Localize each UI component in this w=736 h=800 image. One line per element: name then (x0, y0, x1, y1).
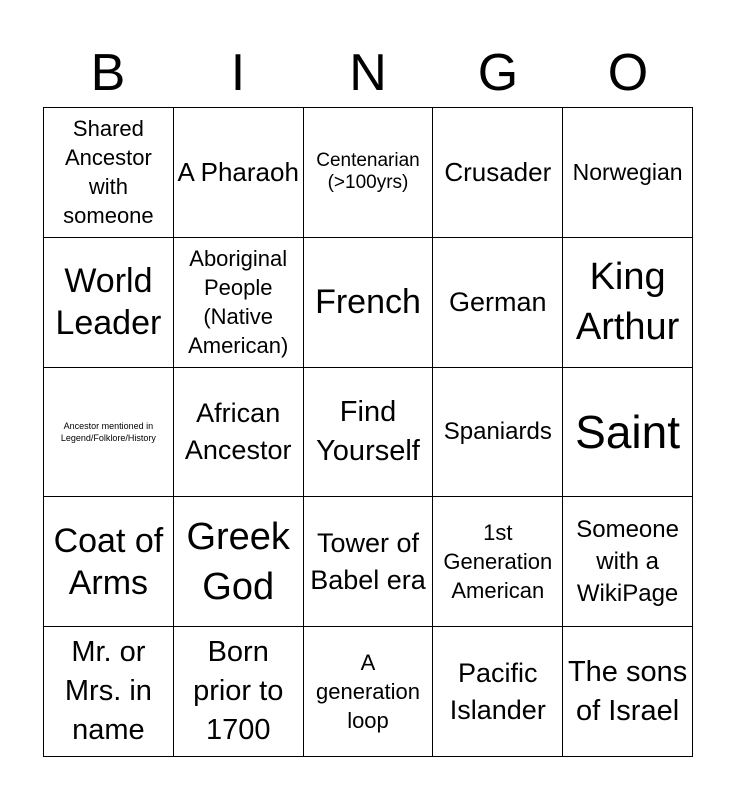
cell-label: Coat of Arms (53, 521, 164, 602)
cell-label: A generation loop (316, 650, 420, 734)
bingo-cell[interactable] (44, 368, 174, 498)
bingo-cell[interactable] (563, 238, 693, 368)
cell-label: The sons of Israel (567, 655, 688, 727)
bingo-cell[interactable] (174, 238, 304, 368)
header-letter-g: G (477, 44, 519, 102)
bingo-cell[interactable] (44, 108, 174, 238)
bingo-cell[interactable] (174, 497, 304, 627)
cell-label: German (449, 286, 547, 317)
bingo-cell[interactable] (174, 368, 304, 498)
cell-label: Find Yourself (316, 395, 420, 467)
bingo-cell[interactable] (304, 238, 434, 368)
bingo-cell[interactable] (44, 497, 174, 627)
cell-label: 1st Generation American (443, 520, 553, 604)
bingo-cell[interactable] (563, 368, 693, 498)
bingo-cell[interactable] (433, 238, 563, 368)
bingo-cell[interactable] (304, 627, 434, 757)
header-letter-b: B (90, 44, 126, 102)
bingo-cell[interactable] (304, 368, 434, 498)
cell-label: Centenarian (>100yrs) (316, 150, 420, 194)
bingo-header (43, 40, 693, 106)
bingo-cell[interactable] (174, 108, 304, 238)
bingo-cell[interactable] (44, 627, 174, 757)
bingo-cell[interactable] (433, 108, 563, 238)
cell-label: Tower of Babel era (310, 527, 426, 595)
cell-label: Ancestor mentioned in Legend/Folklore/History (60, 420, 156, 443)
bingo-cell[interactable] (174, 627, 304, 757)
cell-label: Born prior to 1700 (193, 636, 284, 747)
cell-label: A Pharaoh (177, 156, 299, 187)
bingo-cell[interactable] (433, 627, 563, 757)
cell-label: Norwegian (572, 158, 683, 185)
bingo-cell[interactable] (563, 627, 693, 757)
header-letter-n: N (349, 44, 387, 102)
bingo-cell[interactable] (433, 497, 563, 627)
bingo-cell[interactable] (433, 368, 563, 498)
bingo-board (43, 107, 693, 757)
cell-label: Pacific Islander (449, 657, 546, 725)
cell-label: World Leader (55, 262, 162, 343)
cell-label: Crusader (444, 156, 552, 187)
cell-label: Spaniards (443, 417, 552, 445)
header-letter-o: O (607, 44, 649, 102)
bingo-cell[interactable] (44, 238, 174, 368)
cell-label: Aboriginal People (Native American) (188, 246, 289, 359)
cell-label: Greek God (186, 515, 290, 608)
bingo-cell[interactable] (563, 108, 693, 238)
header-letter-i: I (230, 44, 246, 102)
cell-label: French (315, 283, 421, 322)
bingo-cell[interactable] (304, 108, 434, 238)
cell-label: Shared Ancestor with someone (63, 116, 154, 229)
cell-label: Mr. or Mrs. in name (64, 636, 152, 747)
bingo-cell[interactable] (304, 497, 434, 627)
cell-label: African Ancestor (184, 397, 292, 465)
cell-label: Saint (575, 405, 681, 458)
bingo-cell[interactable] (563, 497, 693, 627)
cell-label: King Arthur (575, 256, 680, 349)
cell-label: Someone with a WikiPage (576, 515, 679, 607)
